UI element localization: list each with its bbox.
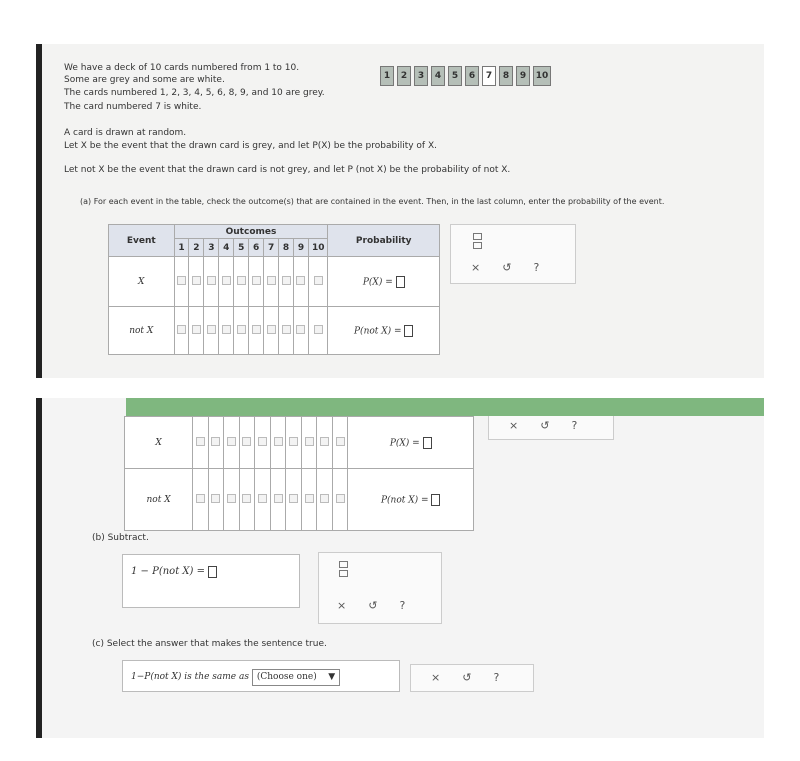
checkbox[interactable] [279, 257, 294, 307]
undo-icon[interactable]: ↺ [540, 419, 550, 432]
prob-x-cell[interactable] [348, 417, 474, 469]
checkbox[interactable] [255, 417, 271, 469]
checkbox[interactable] [264, 257, 279, 307]
problem-line-3: The cards numbered 1, 2, 3, 4, 5, 6, 8, 9, and 10 are grey. [64, 88, 325, 98]
prob-not-x-input[interactable] [431, 494, 440, 506]
bottom-screenshot-panel [36, 398, 764, 738]
event-table-scrolled [124, 416, 474, 531]
problem-line-1: We have a deck of 10 cards numbered from 1 to 10. [64, 63, 300, 73]
answer-toolbar [488, 412, 614, 440]
clear-icon[interactable]: × [431, 671, 441, 684]
fraction-icon[interactable] [339, 561, 347, 575]
card-1: 1 [380, 66, 394, 86]
checkbox[interactable] [270, 417, 286, 469]
checkbox[interactable] [301, 417, 317, 469]
table-row [109, 307, 440, 355]
checkbox[interactable] [317, 417, 333, 469]
checkbox[interactable] [308, 257, 328, 307]
help-icon[interactable]: ? [493, 671, 500, 684]
part-b-input[interactable] [208, 566, 217, 578]
checkbox[interactable] [294, 307, 309, 355]
event-x: X [125, 417, 193, 469]
card-3: 3 [414, 66, 428, 86]
prob-not-x-label: P(not X) = [380, 495, 429, 505]
event-not-x: not X [109, 307, 175, 355]
outcome-col-2: 2 [189, 239, 204, 257]
checkbox[interactable] [193, 417, 209, 469]
prob-not-x-cell[interactable] [328, 307, 440, 355]
checkbox[interactable] [234, 257, 249, 307]
checkbox[interactable] [255, 469, 271, 531]
checkbox[interactable] [224, 417, 240, 469]
checkbox[interactable] [308, 307, 328, 355]
checkbox[interactable] [286, 469, 302, 531]
checkbox[interactable] [189, 307, 204, 355]
checkbox[interactable] [208, 469, 224, 531]
help-icon[interactable]: ? [399, 599, 406, 612]
checkbox[interactable] [174, 307, 189, 355]
card-2: 2 [397, 66, 411, 86]
draw-line: A card is drawn at random. [64, 128, 187, 138]
checkbox[interactable] [189, 257, 204, 307]
checkbox[interactable] [204, 307, 219, 355]
prob-x-input[interactable] [396, 276, 405, 288]
part-b-toolbar [318, 552, 442, 624]
card-9: 9 [516, 66, 530, 86]
card-4: 4 [431, 66, 445, 86]
outcomes-header: Outcomes [174, 225, 328, 239]
checkbox[interactable] [264, 307, 279, 355]
part-c-label: (c) Select the answer that makes the sentence true. [92, 639, 327, 649]
outcome-col-3: 3 [204, 239, 219, 257]
undo-icon[interactable]: ↺ [368, 599, 378, 612]
clear-icon[interactable]: × [337, 599, 347, 612]
top-color-bar [126, 398, 764, 416]
checkbox[interactable] [204, 257, 219, 307]
checkbox[interactable] [301, 469, 317, 531]
part-c-sentence: 1−P(not X) is the same as [131, 672, 249, 682]
checkbox[interactable] [193, 469, 209, 531]
outcome-col-5: 5 [234, 239, 249, 257]
event-table [108, 224, 440, 355]
prob-not-x-input[interactable] [404, 325, 413, 337]
table-row [125, 417, 474, 469]
checkbox[interactable] [239, 469, 255, 531]
def-x: Let X be the event that the drawn card is grey, and let P(X) be the probability of X. [64, 141, 437, 151]
checkbox[interactable] [270, 469, 286, 531]
prob-not-x-label: P(not X) = [354, 326, 402, 336]
outcome-col-4: 4 [219, 239, 234, 257]
part-c-select-value: (Choose one) [256, 672, 317, 682]
checkbox[interactable] [286, 417, 302, 469]
card-8: 8 [499, 66, 513, 86]
prob-x-cell[interactable] [328, 257, 440, 307]
event-not-x: not X [125, 469, 193, 531]
checkbox[interactable] [249, 307, 264, 355]
checkbox[interactable] [332, 417, 348, 469]
checkbox[interactable] [279, 307, 294, 355]
prob-x-label: P(X) = [362, 277, 393, 287]
checkbox[interactable] [234, 307, 249, 355]
part-b-expression: 1 − P(not X) = [131, 566, 205, 577]
card-7: 7 [482, 66, 496, 86]
checkbox[interactable] [219, 307, 234, 355]
checkbox[interactable] [249, 257, 264, 307]
table-row [109, 257, 440, 307]
help-icon[interactable]: ? [571, 419, 578, 432]
checkbox[interactable] [239, 417, 255, 469]
prob-x-label: P(X) = [389, 438, 420, 448]
checkbox[interactable] [317, 469, 333, 531]
problem-line-2: Some are grey and some are white. [64, 75, 225, 85]
checkbox[interactable] [332, 469, 348, 531]
problem-line-4: The card numbered 7 is white. [64, 102, 202, 112]
card-10: 10 [533, 66, 551, 86]
def-not-x: Let not X be the event that the drawn card is not grey, and let P (not X) be the probability of not X. [64, 165, 511, 175]
checkbox[interactable] [174, 257, 189, 307]
undo-icon[interactable]: ↺ [462, 671, 472, 684]
undo-icon[interactable]: ↺ [502, 261, 512, 274]
card-5: 5 [448, 66, 462, 86]
part-c-select[interactable] [252, 669, 340, 686]
part-c-sentence-box [122, 660, 400, 692]
outcome-col-1: 1 [174, 239, 189, 257]
fraction-icon[interactable] [473, 233, 481, 247]
checkbox[interactable] [224, 469, 240, 531]
part-c-toolbar [410, 664, 534, 692]
panel-edge [36, 44, 42, 378]
event-x: X [109, 257, 175, 307]
help-icon[interactable]: ? [533, 261, 540, 274]
part-b-label: (b) Subtract. [92, 533, 149, 543]
event-header: Event [109, 225, 175, 257]
checkbox[interactable] [219, 257, 234, 307]
checkbox[interactable] [294, 257, 309, 307]
dropdown-arrow-icon: ▼ [319, 672, 336, 682]
checkbox[interactable] [208, 417, 224, 469]
panel-edge [36, 398, 42, 738]
card-deck [380, 66, 551, 86]
clear-icon[interactable]: × [509, 419, 519, 432]
prob-x-input[interactable] [423, 437, 432, 449]
top-screenshot-panel [36, 44, 764, 378]
outcome-col-10: 10 [308, 239, 328, 257]
outcome-col-9: 9 [294, 239, 309, 257]
answer-toolbar [450, 224, 576, 284]
prob-not-x-cell[interactable] [348, 469, 474, 531]
outcome-col-8: 8 [279, 239, 294, 257]
probability-header: Probability [328, 225, 440, 257]
part-a-instruction: (a) For each event in the table, check the outcome(s) that are contained in the event. Then, in the last column, enter the probability of the event. [80, 197, 665, 206]
card-6: 6 [465, 66, 479, 86]
outcome-col-7: 7 [264, 239, 279, 257]
table-row [125, 469, 474, 531]
outcome-col-6: 6 [249, 239, 264, 257]
part-b-input-area[interactable] [122, 554, 300, 608]
clear-icon[interactable]: × [471, 261, 481, 274]
